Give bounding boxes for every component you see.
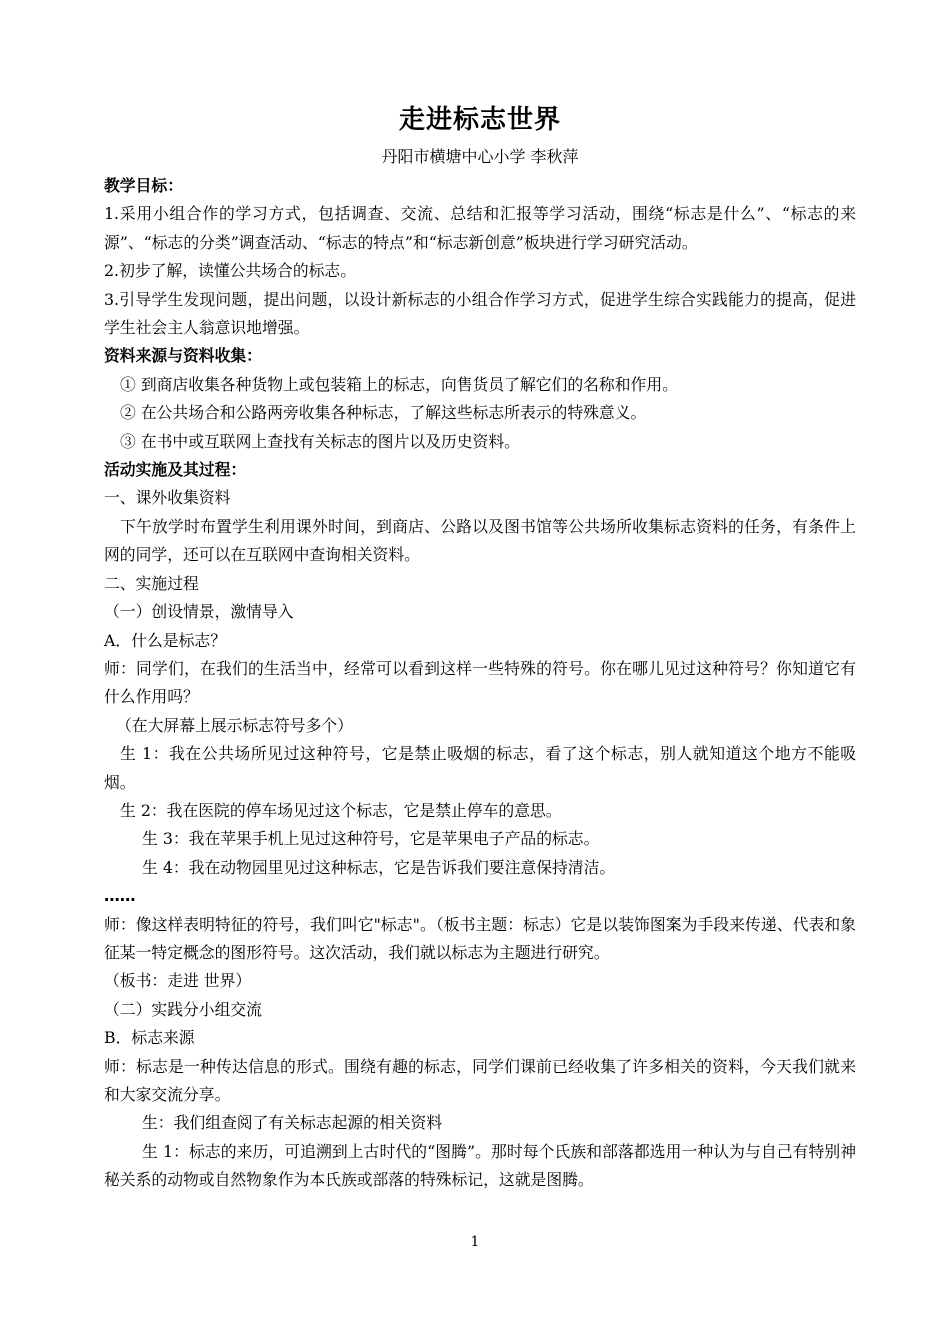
- paragraph: ③ 在书中或互联网上查找有关标志的图片以及历史资料。: [120, 431, 520, 451]
- paragraph: 师：像这样表明特征的符号，我们叫它"标志"。（板书主题：标志）它是以装饰图案为手段来传递、代表和象征某一特定概念的图形符号。这次活动，我们就以标志为主题进行研究。: [104, 914, 856, 962]
- page-number: 1: [470, 1234, 480, 1250]
- paragraph: 2.初步了解，读懂公共场合的标志。: [104, 261, 357, 281]
- section-heading: 活动实施及其过程：: [104, 460, 247, 480]
- paragraph: 二、实施过程: [104, 573, 199, 593]
- paragraph: 师：标志是一种传达信息的形式。围绕有趣的标志，同学们课前已经收集了许多相关的资料，今天我们就来和大家交流分享。: [104, 1056, 856, 1104]
- paragraph: 生 2：我在医院的停车场见过这个标志，它是禁止停车的意思。: [120, 800, 562, 820]
- paragraph: 师：同学们，在我们的生活当中，经常可以看到这样一些特殊的符号。你在哪儿见过这种符号？你知道它有什么作用吗？: [104, 658, 856, 707]
- paragraph: 生 1：我在公共场所见过这种符号，它是禁止吸烟的标志，看了这个标志，别人就知道这个地方不能吸烟。: [104, 744, 856, 792]
- paragraph: B．标志来源: [104, 1028, 195, 1048]
- paragraph: （板书：走进 世界）: [104, 971, 252, 991]
- paragraph-list: [104, 172, 856, 1195]
- page-title: 走进标志世界: [398, 105, 561, 135]
- section-heading: 教学目标：: [104, 176, 183, 195]
- paragraph: ① 到商店收集各种货物上或包装箱上的标志，向售货员了解它们的名称和作用。: [120, 374, 678, 394]
- paragraph: ② 在公共场合和公路两旁收集各种标志，了解这些标志所表示的特殊意义。: [120, 403, 647, 423]
- paragraph: 下午放学时布置学生利用课外时间，到商店、公路以及图书馆等公共场所收集标志资料的任务，有条件上网的同学，还可以在互联网中查询相关资料。: [104, 516, 856, 565]
- paragraph: 生 1：标志的来历，可追溯到上古时代的“图腾”。那时每个氏族和部落都选用一种认为与自己有特别神秘关系的动物或自然物象作为本氏族或部落的特殊标记，这就是图腾。: [104, 1141, 856, 1190]
- paragraph: 生 3：我在苹果手机上见过这种符号，它是苹果电子产品的标志。: [142, 829, 600, 849]
- paragraph: （二）实践分小组交流: [104, 999, 262, 1019]
- section-heading: 资料来源与资料收集：: [104, 346, 262, 366]
- paragraph: 生 4：我在动物园里见过这种标志，它是告诉我们要注意保持清洁。: [142, 857, 616, 877]
- paragraph: 生：我们组查阅了有关标志起源的相关资料: [142, 1113, 443, 1133]
- document-body: [104, 100, 856, 1195]
- section-heading: ……: [104, 886, 136, 906]
- paragraph: 一、课外收集资料: [104, 488, 231, 508]
- paragraph: 3.引导学生发现问题，提出问题，以设计新标志的小组合作学习方式，促进学生综合实践能力的提高，促进学生社会主人翁意识地增强。: [104, 289, 856, 338]
- paragraph: （在大屏幕上展示标志符号多个）: [116, 715, 353, 735]
- paragraph: 1.采用小组合作的学习方式，包括调查、交流、总结和汇报等学习活动，围绕“标志是什么”、“标志的来源”、“标志的分类”调查活动、“标志的特点”和“标志新创意”板块进行学习研究活动。: [104, 204, 856, 252]
- paragraph: （一）创设情景，激情导入: [104, 602, 294, 622]
- author-line: 丹阳市横塘中心小学 李秋萍: [381, 147, 579, 166]
- paragraph: A．什么是标志？: [104, 630, 226, 650]
